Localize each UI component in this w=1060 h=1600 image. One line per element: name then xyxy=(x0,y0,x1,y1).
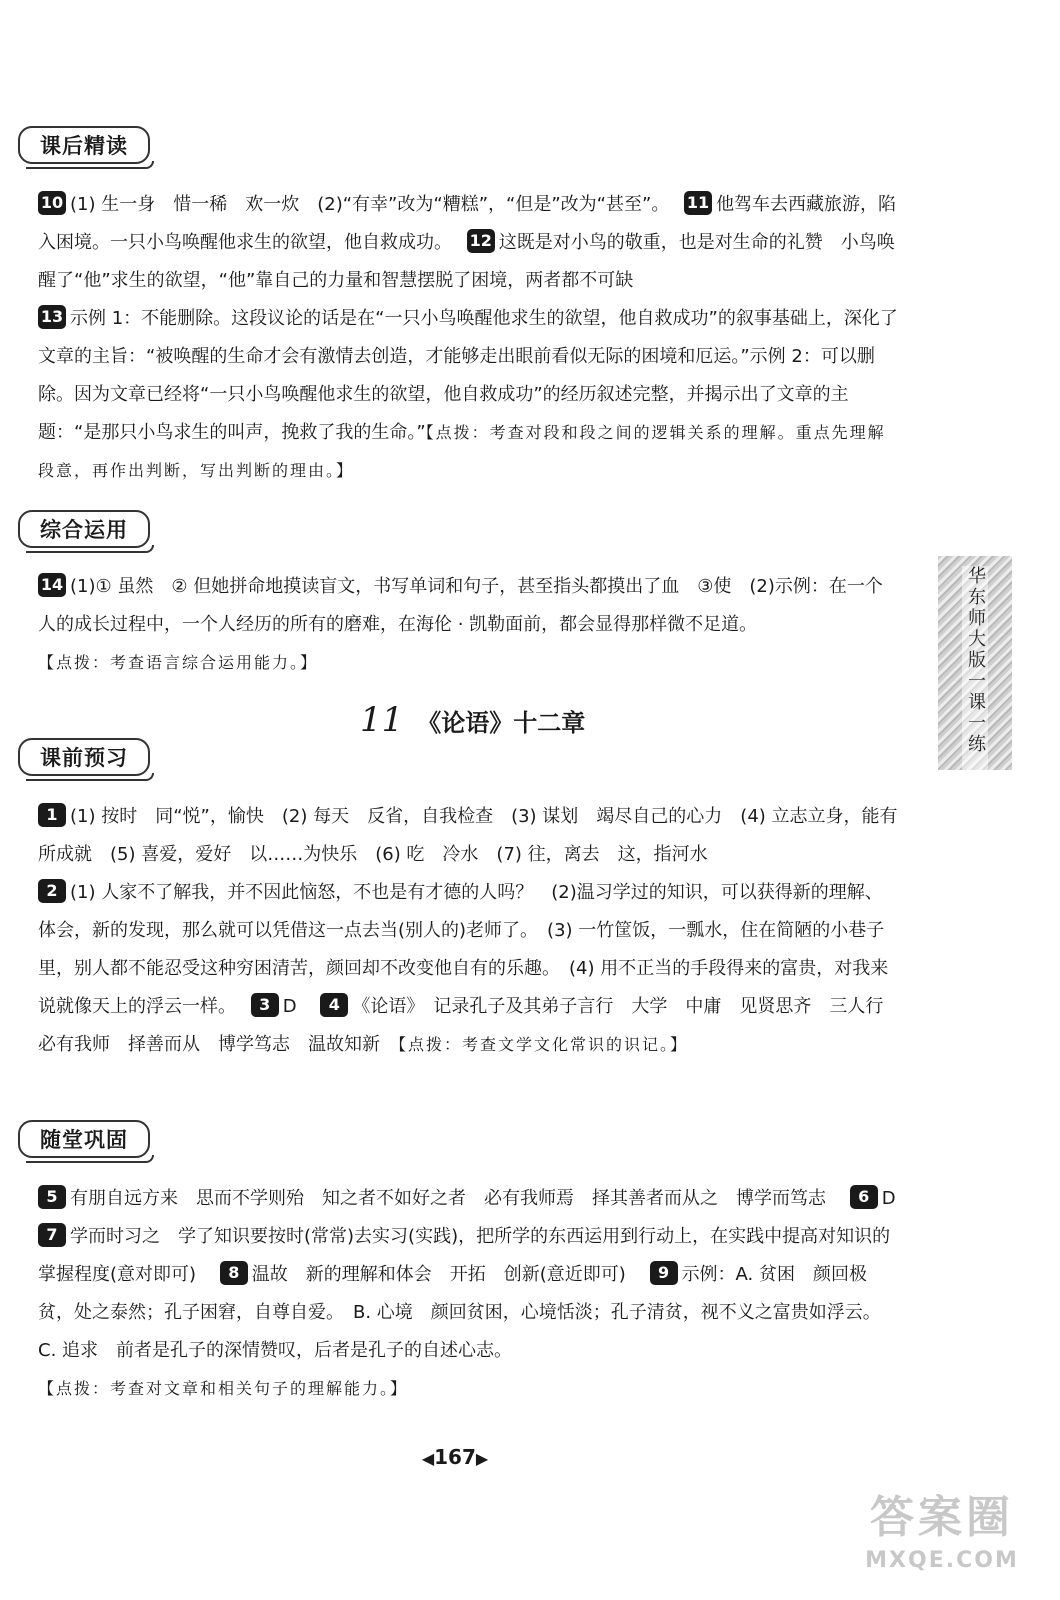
side-tab-label: 华东师大版一课一练 xyxy=(962,566,988,770)
question-number-badge: 14 xyxy=(38,573,66,597)
answers-zonghe-yunyong xyxy=(38,568,898,682)
side-tab xyxy=(938,556,1012,770)
watermark-main: 答案圈 xyxy=(870,1492,1014,1543)
section-header-kehou-jingdu xyxy=(18,126,150,164)
answer-text: 有朋自远方来 思而不学则殆 知之者不如好之者 必有我师焉 择其善者而从之 博学而笃志 xyxy=(70,1188,826,1209)
left-triangle-icon: ◀ xyxy=(421,1449,435,1468)
answer-text: 他驾车去西藏旅游，陷入困境。一只小鸟唤醒他求生的欲望，他自救成功。 xyxy=(38,194,897,253)
section-title: 课后精读 xyxy=(40,134,128,158)
answer-paragraph xyxy=(38,568,898,644)
answer-text: 示例：A. 贫困 颜回极贫，处之泰然；孔子困窘，自尊自爱。 B. 心境 颜回贫困，心境恬淡；孔子清贫，视不义之富贵如浮云。 C. 追求 前者是孔子的深情赞叹，后者是孔子的自述心志。 xyxy=(38,1264,890,1361)
answers-keqian-yuxi xyxy=(38,798,898,1064)
tip-text: 【点拨：考查对段和段之间的逻辑关系的理解。重点先理解段意，再作出判断，写出判断的理由。】 xyxy=(38,423,886,480)
question-number-badge: 2 xyxy=(38,879,66,903)
question-number-badge: 3 xyxy=(251,993,279,1017)
answer-paragraph xyxy=(38,1370,898,1408)
section-title: 随堂巩固 xyxy=(40,1128,128,1152)
lesson-name: 《论语》十二章 xyxy=(417,709,586,737)
answer-paragraph xyxy=(38,1180,898,1370)
answer-paragraph xyxy=(38,874,898,1064)
section-title: 课前预习 xyxy=(40,746,128,770)
answer-text: 学而时习之 学了知识要按时(常常)去实习(实践)，把所学的东西运用到行动上，在实践中提高对知识的掌握程度(意对即可) xyxy=(38,1226,891,1285)
question-number-badge: 12 xyxy=(467,229,495,253)
answer-text: D xyxy=(881,1188,896,1209)
answer-text: (1) 生一身 惜一稀 欢一炊 (2)“有幸”改为“糟糕”，“但是”改为“甚至”。 xyxy=(70,194,661,215)
question-number-badge: 13 xyxy=(38,305,66,329)
answer-paragraph xyxy=(38,186,898,300)
question-number-badge: 6 xyxy=(850,1185,878,1209)
watermark-logo xyxy=(852,1490,1032,1586)
answer-text: 《论语》 记录孔子及其弟子言行 大学 中庸 见贤思齐 三人行必有我师 择善而从 博学笃志 温故知新 xyxy=(38,996,884,1055)
tip-text: 【点拨：考查对文章和相关句子的理解能力。】 xyxy=(38,1379,409,1398)
tip-text: 【点拨：考查语言综合运用能力。】 xyxy=(38,653,319,672)
question-number-badge: 11 xyxy=(684,191,712,215)
answers-kehou-jingdu xyxy=(38,186,898,490)
lesson-number: 11 xyxy=(360,700,404,740)
answer-text: 温故 新的理解和体会 开拓 创新(意近即可) xyxy=(251,1264,626,1285)
question-number-badge: 7 xyxy=(38,1223,66,1247)
answers-suitang-gonggu xyxy=(38,1180,898,1408)
answer-text: (1) 人家不了解我，并不因此恼怒，不也是有才德的人吗？ (2)温习学过的知识，可以获得新的理解、体会，新的发现，那么就可以凭借这一点去当(别人的)老师了。 (3) 一竹筐饭，一瓢水，住在简陋的小巷子里，别人都不能忍受这种穷困清苦，颜回却不改变他自有的乐趣。 (4) 用不正当的手段得来的富贵，对我来说就像天上的浮云一样。 xyxy=(38,882,889,1017)
answer-text: D xyxy=(282,996,297,1017)
section-header-suitang-gonggu xyxy=(18,1120,150,1158)
watermark-domain: MXQE.COM xyxy=(865,1548,1019,1573)
tip-text: 【点拨：考查文学文化常识的识记。】 xyxy=(398,1035,689,1054)
right-triangle-icon: ▶ xyxy=(475,1449,489,1468)
answer-text: 示例 1：不能删除。这段议论的话是在“一只小鸟唤醒他求生的欲望，他自救成功”的叙事基础上，深化了文章的主旨：“被唤醒的生命才会有激情去创造，才能够走出眼前看似无际的困境和厄运。”示例 2：可以删除。因为文章已经将“一只小鸟唤醒他求生的欲望，他自救成功”的经历叙述完整，并揭示出了文章的主题：“是那只小鸟求生的叫声，挽救了我的生命。” xyxy=(38,308,898,443)
answer-paragraph xyxy=(38,644,898,682)
question-number-badge: 4 xyxy=(320,993,348,1017)
question-number-badge: 8 xyxy=(220,1261,248,1285)
question-number-badge: 5 xyxy=(38,1185,66,1209)
question-number-badge: 1 xyxy=(38,803,66,827)
question-number-badge: 10 xyxy=(38,191,66,215)
answer-text: 这既是对小鸟的敬重，也是对生命的礼赞 小鸟唤醒了“他”求生的欲望，“他”靠自己的力量和智慧摆脱了困境，两者都不可缺 xyxy=(38,232,895,291)
answer-paragraph xyxy=(38,798,898,874)
lesson-title xyxy=(360,700,585,740)
section-title: 综合运用 xyxy=(40,518,128,542)
answer-paragraph xyxy=(38,300,898,490)
answer-text: (1) 按时 同“悦”，愉快 (2) 每天 反省，自我检查 (3) 谋划 竭尽自己的心力 (4) 立志立身，能有所成就 (5) 喜爱，爱好 以……为快乐 (6) 吃 冷水 (7) 往，离去 这，指河水 xyxy=(38,806,898,865)
page-number-text: 167 xyxy=(434,1445,476,1469)
question-number-badge: 9 xyxy=(650,1261,678,1285)
page-number xyxy=(0,1445,910,1469)
answer-text: (1)① 虽然 ② 但她拼命地摸读盲文，书写单词和句子，甚至指头都摸出了血 ③使 (2)示例：在一个人的成长过程中，一个人经历的所有的磨难，在海伦 · 凯勒面前，都会显得那样微不足道。 xyxy=(38,576,883,635)
section-header-keqian-yuxi xyxy=(18,738,150,776)
section-header-zonghe-yunyong xyxy=(18,510,150,548)
